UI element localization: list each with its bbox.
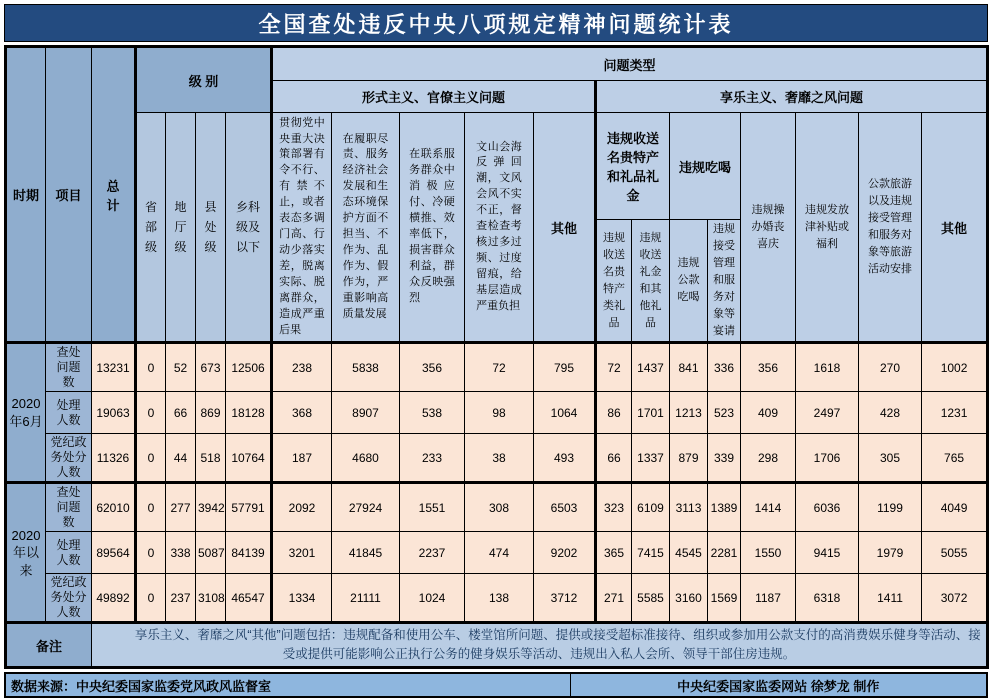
statistics-table [4, 45, 989, 669]
data-cell: 57791 [226, 483, 272, 532]
data-cell: 98 [465, 392, 534, 434]
data-source-text: 数据来源：中央纪委国家监委党风政风监督室 [6, 674, 571, 696]
data-cell: 339 [708, 434, 741, 483]
header-level-county: 县处级 [196, 113, 226, 343]
data-cell: 237 [166, 574, 196, 623]
statistics-page [4, 4, 988, 698]
data-cell: 0 [136, 532, 166, 574]
data-cell: 270 [859, 343, 922, 392]
total-cell: 89564 [92, 532, 136, 574]
data-cell: 1414 [741, 483, 796, 532]
header-dining-group: 违规吃喝 [670, 113, 741, 220]
data-cell: 3072 [922, 574, 988, 623]
source-bar [4, 672, 988, 698]
data-cell: 4049 [922, 483, 988, 532]
data-cell: 5838 [332, 343, 400, 392]
data-cell: 0 [136, 574, 166, 623]
title-bar [4, 4, 988, 42]
header-formalism-col-3: 在联系服务群众中消极应付、冷硬横推、效率低下，损害群众利益，群众反映强烈 [400, 113, 465, 343]
data-cell: 6109 [632, 483, 670, 532]
header-gifts-group: 违规收送名贵特产和礼品礼金 [596, 113, 670, 220]
data-cell: 356 [741, 343, 796, 392]
data-cell: 277 [166, 483, 196, 532]
data-cell: 21111 [332, 574, 400, 623]
data-cell: 336 [708, 343, 741, 392]
data-cell: 298 [741, 434, 796, 483]
row-label: 查处问题数 [46, 483, 92, 532]
header-gifts-col-1: 违规收送名贵特产类礼品 [596, 220, 632, 343]
header-level-province: 省部级 [136, 113, 166, 343]
data-cell: 10764 [226, 434, 272, 483]
row-label: 党纪政务处分人数 [46, 574, 92, 623]
data-cell: 409 [741, 392, 796, 434]
data-cell: 5087 [196, 532, 226, 574]
header-wedding: 违规操办婚丧喜庆 [741, 113, 796, 343]
total-cell: 62010 [92, 483, 136, 532]
data-cell: 238 [272, 343, 332, 392]
header-dining-col-1: 违规公款吃喝 [670, 220, 708, 343]
header-period: 时期 [6, 47, 46, 343]
data-cell: 1701 [632, 392, 670, 434]
remark-label: 备注 [6, 623, 92, 668]
data-cell: 0 [136, 483, 166, 532]
data-cell: 1002 [922, 343, 988, 392]
data-cell: 368 [272, 392, 332, 434]
data-cell: 8907 [332, 392, 400, 434]
data-cell: 305 [859, 434, 922, 483]
data-cell: 795 [534, 343, 596, 392]
data-cell: 27924 [332, 483, 400, 532]
header-formalism-group: 形式主义、官僚主义问题 [272, 81, 596, 113]
data-cell: 493 [534, 434, 596, 483]
data-cell: 271 [596, 574, 632, 623]
row-label: 查处问题数 [46, 343, 92, 392]
data-cell: 0 [136, 434, 166, 483]
data-cell: 46547 [226, 574, 272, 623]
data-cell: 3113 [670, 483, 708, 532]
data-cell: 1231 [922, 392, 988, 434]
period-label: 2020年6月 [6, 343, 46, 483]
data-cell: 338 [166, 532, 196, 574]
data-cell: 7415 [632, 532, 670, 574]
data-cell: 138 [465, 574, 534, 623]
row-label: 处理人数 [46, 532, 92, 574]
data-cell: 1706 [796, 434, 859, 483]
remark-content [92, 623, 988, 668]
table-row [6, 343, 988, 392]
data-cell: 869 [196, 392, 226, 434]
data-cell: 72 [465, 343, 534, 392]
data-cell: 765 [922, 434, 988, 483]
total-cell: 11326 [92, 434, 136, 483]
page-title: 全国查处违反中央八项规定精神问题统计表 [258, 11, 734, 37]
data-cell: 356 [400, 343, 465, 392]
data-cell: 1550 [741, 532, 796, 574]
data-cell: 233 [400, 434, 465, 483]
data-cell: 2497 [796, 392, 859, 434]
header-hedonism-group: 享乐主义、奢靡之风问题 [596, 81, 988, 113]
data-cell: 323 [596, 483, 632, 532]
data-cell: 3201 [272, 532, 332, 574]
remark-text: 享乐主义、奢靡之风“其他”问题包括：违规配备和使用公车、楼堂馆所问题、提供或接受超标准接待、组织或参加用公款支付的高消费娱乐健身等活动、接受或提供可能影响公正执行公务的健身娱乐等活动、违规出入私人会所、领导干部住房违规。 [134, 627, 981, 662]
data-cell: 72 [596, 343, 632, 392]
data-cell: 523 [708, 392, 741, 434]
header-level-group: 级 别 [136, 47, 272, 113]
header-level-prefecture: 地厅级 [166, 113, 196, 343]
remark-row [6, 623, 988, 668]
data-cell: 2237 [400, 532, 465, 574]
data-cell: 44 [166, 434, 196, 483]
data-cell: 66 [596, 434, 632, 483]
row-label: 处理人数 [46, 392, 92, 434]
data-cell: 3160 [670, 574, 708, 623]
data-cell: 308 [465, 483, 534, 532]
table-row [6, 532, 988, 574]
data-cell: 86 [596, 392, 632, 434]
data-cell: 66 [166, 392, 196, 434]
data-cell: 538 [400, 392, 465, 434]
data-cell: 1187 [741, 574, 796, 623]
data-cell: 1979 [859, 532, 922, 574]
data-cell: 518 [196, 434, 226, 483]
credit-text: 中央纪委国家监委网站 徐梦龙 制作 [677, 678, 880, 694]
total-cell: 19063 [92, 392, 136, 434]
table-row [6, 574, 988, 623]
data-cell: 9202 [534, 532, 596, 574]
data-cell: 1437 [632, 343, 670, 392]
data-cell: 1024 [400, 574, 465, 623]
header-item: 项目 [46, 47, 92, 343]
header-formalism-col-4: 文山会海反弹回潮，文风会风不实不正，督查检查考核过多过频、过度留痕，给基层造成严重负担 [465, 113, 534, 343]
header-hedonism-other: 其他 [922, 113, 988, 343]
table-row [6, 483, 988, 532]
header-total: 总计 [92, 47, 136, 343]
table-row [6, 392, 988, 434]
data-cell: 1569 [708, 574, 741, 623]
header-dining-col-2: 违规接受管理和服务对象等宴请 [708, 220, 741, 343]
data-cell: 1618 [796, 343, 859, 392]
data-cell: 2281 [708, 532, 741, 574]
header-formalism-other: 其他 [534, 113, 596, 343]
data-cell: 9415 [796, 532, 859, 574]
data-cell: 3712 [534, 574, 596, 623]
data-cell: 1064 [534, 392, 596, 434]
header-gifts-col-2: 违规收送礼金和其他礼品 [632, 220, 670, 343]
data-cell: 84139 [226, 532, 272, 574]
data-cell: 3942 [196, 483, 226, 532]
data-cell: 6318 [796, 574, 859, 623]
data-cell: 2092 [272, 483, 332, 532]
period-label: 2020年以来 [6, 483, 46, 623]
data-cell: 18128 [226, 392, 272, 434]
data-cell: 38 [465, 434, 534, 483]
data-cell: 1337 [632, 434, 670, 483]
data-cell: 6036 [796, 483, 859, 532]
data-cell: 1551 [400, 483, 465, 532]
total-cell: 13231 [92, 343, 136, 392]
data-cell: 879 [670, 434, 708, 483]
data-cell: 1389 [708, 483, 741, 532]
data-cell: 1411 [859, 574, 922, 623]
header-formalism-col-2: 在履职尽责、服务经济社会发展和生态环境保护方面不担当、不作为、乱作为、假作为，严重影响高质量发展 [332, 113, 400, 343]
data-cell: 52 [166, 343, 196, 392]
data-cell: 12506 [226, 343, 272, 392]
row-label: 党纪政务处分人数 [46, 434, 92, 483]
data-cell: 5055 [922, 532, 988, 574]
data-cell: 0 [136, 343, 166, 392]
data-cell: 428 [859, 392, 922, 434]
data-cell: 187 [272, 434, 332, 483]
header-travel: 公款旅游以及违规接受管理和服务对象等旅游活动安排 [859, 113, 922, 343]
data-cell: 841 [670, 343, 708, 392]
total-cell: 49892 [92, 574, 136, 623]
data-cell: 673 [196, 343, 226, 392]
data-cell: 1213 [670, 392, 708, 434]
header-subsidy: 违规发放津补贴或福利 [796, 113, 859, 343]
data-cell: 5585 [632, 574, 670, 623]
data-cell: 4680 [332, 434, 400, 483]
data-cell: 4545 [670, 532, 708, 574]
data-cell: 1334 [272, 574, 332, 623]
data-cell: 474 [465, 532, 534, 574]
data-cell: 0 [136, 392, 166, 434]
data-cell: 365 [596, 532, 632, 574]
data-cell: 1199 [859, 483, 922, 532]
header-level-township: 乡科级及以下 [226, 113, 272, 343]
header-formalism-col-1: 贯彻党中央重大决策部署有令不行、有禁不止，或者表态多调门高、行动少落实差，脱离实际、脱离群众，造成严重后果 [272, 113, 332, 343]
table-row [6, 434, 988, 483]
data-cell: 41845 [332, 532, 400, 574]
data-cell: 3108 [196, 574, 226, 623]
header-problem-type-group: 问题类型 [272, 47, 988, 81]
data-cell: 6503 [534, 483, 596, 532]
